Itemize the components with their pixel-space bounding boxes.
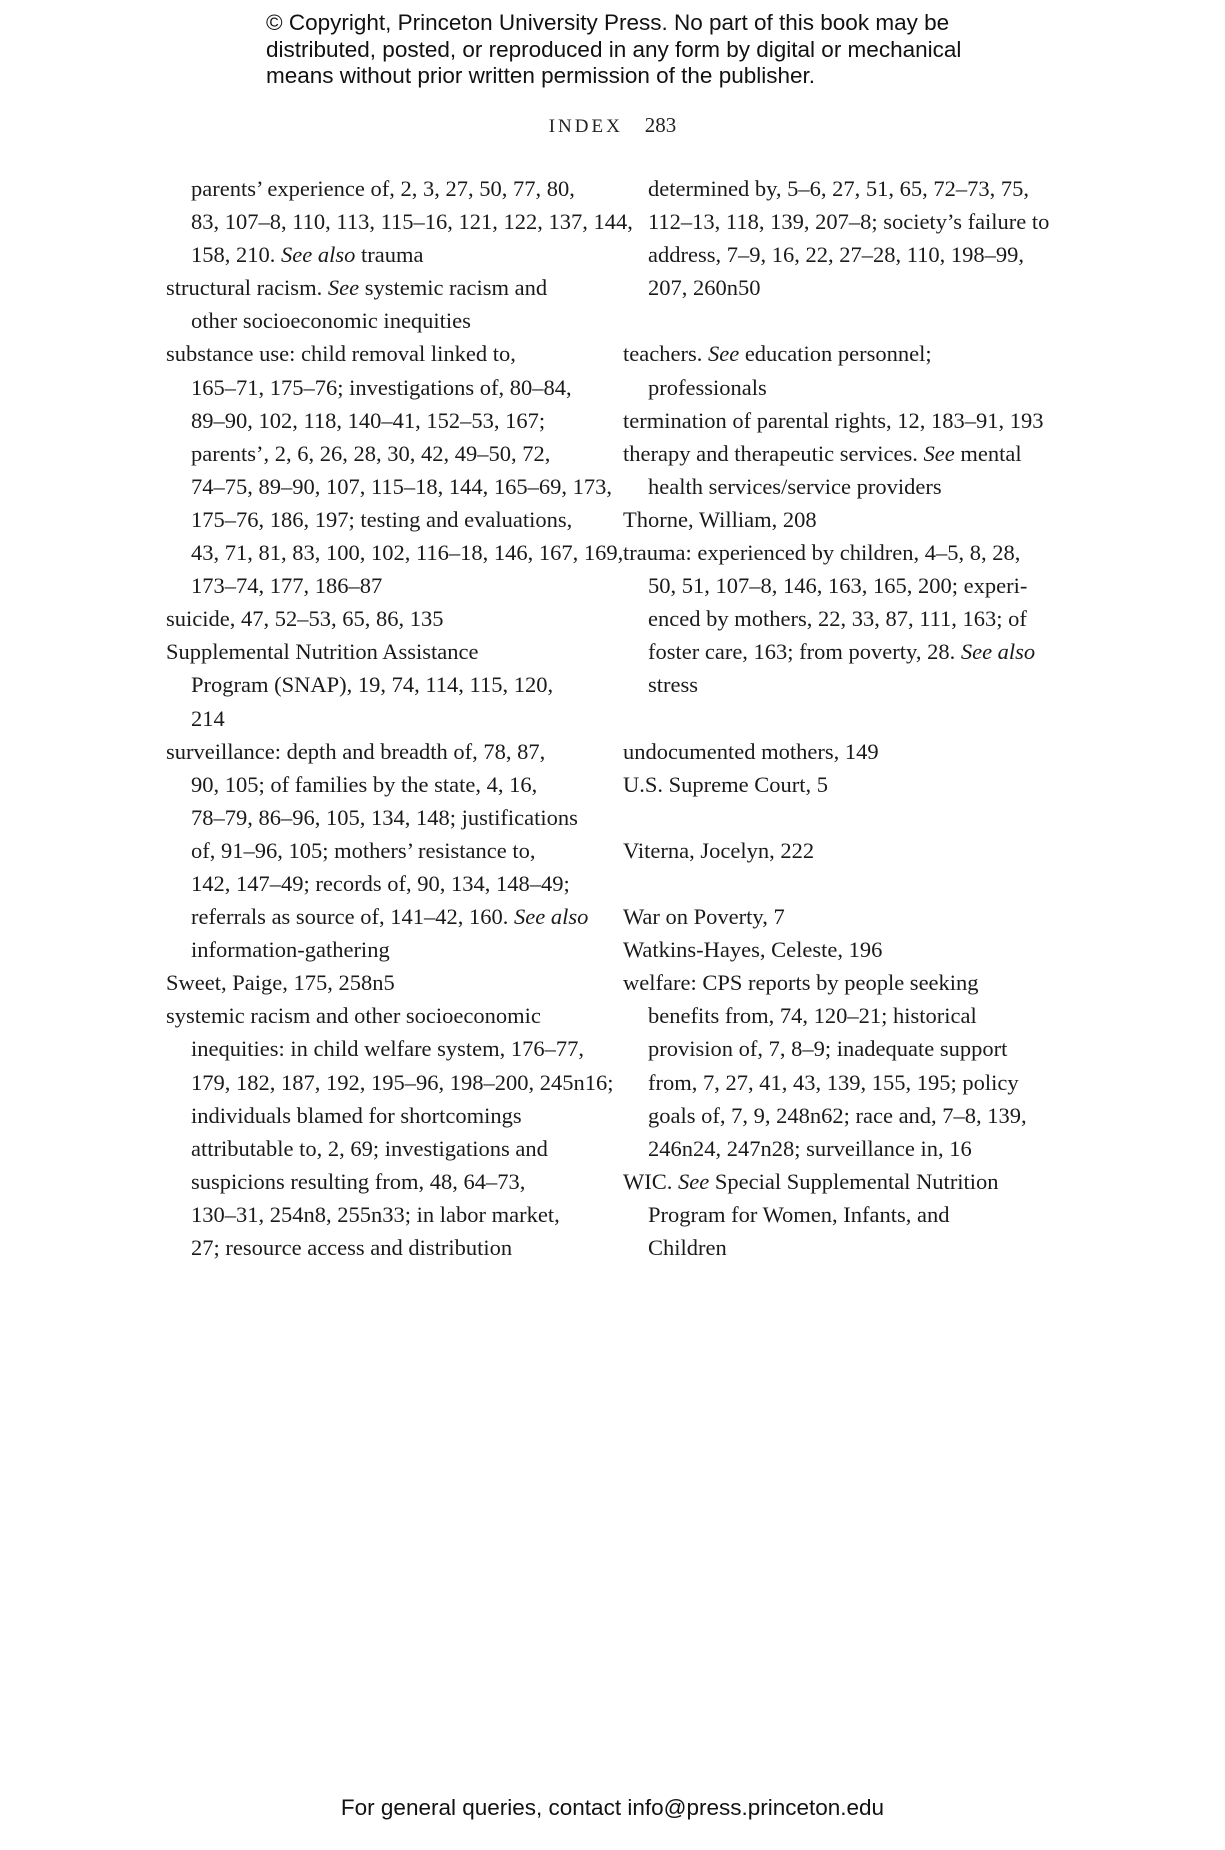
index-entry xyxy=(166,271,586,337)
index-entry-line: War on Poverty, 7 xyxy=(623,904,785,930)
index-entry xyxy=(166,735,589,967)
index-entry xyxy=(623,768,1043,801)
index-entry-line: parents’ experience of, 2, 3, 27, 50, 77, 80, xyxy=(191,176,575,201)
index-entry-line: 175–76, 186, 197; testing and evaluations, xyxy=(191,506,573,532)
index-entry-line: termination of parental rights, 12, 183–91, 193 xyxy=(623,407,1044,433)
index-entry-line: 112–13, 118, 139, 207–8; society’s failure to xyxy=(648,209,1050,235)
index-entry-line: referrals as source of, 141–42, 160. See also xyxy=(191,904,589,930)
index-entry-line: 173–74, 177, 186–87 xyxy=(191,573,383,599)
letter-group-gap xyxy=(623,801,1043,834)
index-entry-continued xyxy=(166,172,633,271)
index-entry-line: benefits from, 74, 120–21; historical xyxy=(648,1003,977,1029)
running-head xyxy=(0,113,1225,138)
index-entry-line: attributable to, 2, 69; investigations and xyxy=(191,1135,548,1161)
letter-group-gap xyxy=(623,702,1043,735)
index-entry xyxy=(623,503,1043,536)
index-entry-line: 27; resource access and distribution xyxy=(191,1235,513,1260)
index-entry-line: 165–71, 175–76; investigations of, 80–84, xyxy=(191,374,572,400)
index-entry-line: of, 91–96, 105; mothers’ resistance to, xyxy=(191,837,536,863)
index-entry-line: suicide, 47, 52–53, 65, 86, 135 xyxy=(166,606,444,632)
index-entry-line: 246n24, 247n28; surveillance in, 16 xyxy=(648,1135,972,1161)
index-entry xyxy=(623,1165,1043,1264)
index-entry-line: suspicions resulting from, 48, 64–73, xyxy=(191,1168,526,1194)
index-entry-line: Program (SNAP), 19, 74, 114, 115, 120, xyxy=(191,672,554,698)
index-entry xyxy=(623,933,1043,966)
index-entry-line: 142, 147–49; records of, 90, 134, 148–49; xyxy=(191,870,570,896)
index-entry-line: 90, 105; of families by the state, 4, 16, xyxy=(191,771,538,797)
index-entry xyxy=(623,404,1043,437)
index-entry xyxy=(623,536,1043,701)
index-entry-line: address, 7–9, 16, 22, 27–28, 110, 198–99, xyxy=(648,242,1025,268)
index-entry-line: 78–79, 86–96, 105, 134, 148; justifications xyxy=(191,804,578,830)
index-entry-line: inequities: in child welfare system, 176–77, xyxy=(191,1036,585,1062)
index-entry-line: 158, 210. See also trauma xyxy=(191,242,424,268)
index-entry-line: surveillance: depth and breadth of, 78, 87, xyxy=(166,738,546,764)
copyright-notice xyxy=(266,10,1026,90)
index-entry-line: goals of, 7, 9, 248n62; race and, 7–8, 139, xyxy=(648,1102,1027,1128)
index-entry-line: substance use: child removal linked to, xyxy=(166,341,516,367)
index-entry-line: Thorne, William, 208 xyxy=(623,506,817,532)
index-entry-line: Viterna, Jocelyn, 222 xyxy=(623,837,815,863)
index-entry xyxy=(166,602,586,635)
index-entry-line: 179, 182, 187, 192, 195–96, 198–200, 245n16; xyxy=(191,1069,614,1095)
index-entry xyxy=(623,437,1043,503)
index-entry-line: Program for Women, Infants, and xyxy=(648,1201,950,1227)
index-entry-line: Watkins-Hayes, Celeste, 196 xyxy=(623,937,883,963)
copyright-line: distributed, posted, or reproduced in any form by digital or mechanical xyxy=(266,36,962,62)
index-entry xyxy=(623,337,1043,403)
index-entry-line: information-gathering xyxy=(191,937,390,963)
index-entry xyxy=(623,966,1043,1165)
copyright-line: © Copyright, Princeton University Press. No part of this book may be xyxy=(266,10,950,35)
index-entry-line: structural racism. See systemic racism and xyxy=(166,275,548,301)
index-entry-line: 50, 51, 107–8, 146, 163, 165, 200; experi- xyxy=(648,573,1028,599)
index-entry-line: welfare: CPS reports by people seeking xyxy=(623,970,979,996)
index-entry-line: systemic racism and other socioeconomic xyxy=(166,1003,541,1029)
index-entry xyxy=(166,635,586,734)
index-entry-line: provision of, 7, 8–9; inadequate support xyxy=(648,1036,1008,1062)
index-entry-line: teachers. See education personnel; xyxy=(623,341,932,367)
index-entry-continued xyxy=(623,172,1050,304)
index-entry xyxy=(166,999,614,1264)
index-entry xyxy=(623,900,1043,933)
index-entry-line: 130–31, 254n8, 255n33; in labor market, xyxy=(191,1201,560,1227)
running-title: INDEX xyxy=(548,116,623,137)
index-entry-line: Children xyxy=(648,1235,727,1260)
index-entry xyxy=(166,337,624,602)
copyright-line: means without prior written permission of the publisher. xyxy=(266,63,816,88)
index-entry xyxy=(623,834,1043,867)
index-entry-line: individuals blamed for shortcomings xyxy=(191,1102,522,1128)
index-entry-line: therapy and therapeutic services. See mental xyxy=(623,440,1022,466)
index-entry-line: stress xyxy=(648,672,698,698)
footer-contact: For general queries, contact info@press.princeton.edu xyxy=(340,1795,885,1820)
index-entry-line: Supplemental Nutrition Assistance xyxy=(166,639,479,665)
index-entry-line: WIC. See Special Supplemental Nutrition xyxy=(623,1168,999,1194)
index-entry-line: 83, 107–8, 110, 113, 115–16, 121, 122, 137, 144, xyxy=(191,209,633,235)
index-entry-line: 214 xyxy=(191,705,225,731)
index-entry-line: 74–75, 89–90, 107, 115–18, 144, 165–69, 173, xyxy=(191,473,613,499)
index-entry-line: from, 7, 27, 41, 43, 139, 155, 195; policy xyxy=(648,1069,1019,1095)
index-entry-line: undocumented mothers, 149 xyxy=(623,738,879,764)
index-entry-line: trauma: experienced by children, 4–5, 8, 28, xyxy=(623,540,1021,566)
index-entry-line: professionals xyxy=(648,374,767,400)
index-entry-line: other socioeconomic inequities xyxy=(191,308,471,334)
page-number: 283 xyxy=(644,113,677,137)
index-entry-line: health services/service providers xyxy=(648,473,942,499)
index-entry-line: 207, 260n50 xyxy=(648,275,761,301)
index-entry-line: 43, 71, 81, 83, 100, 102, 116–18, 146, 167, 169, xyxy=(191,540,624,566)
index-column-right xyxy=(623,172,1050,1264)
letter-group-gap xyxy=(623,867,1043,900)
index-entry-line: parents’, 2, 6, 26, 28, 30, 42, 49–50, 72, xyxy=(191,440,551,466)
index-entry-line: U.S. Supreme Court, 5 xyxy=(623,771,828,797)
index-entry-line: determined by, 5–6, 27, 51, 65, 72–73, 75, xyxy=(648,176,1029,201)
index-entry-line: enced by mothers, 22, 33, 87, 111, 163; of xyxy=(648,606,1027,632)
letter-group-gap xyxy=(623,304,1043,337)
index-entry-line: foster care, 163; from poverty, 28. See also xyxy=(648,639,1036,665)
index-entry xyxy=(166,966,586,999)
index-entry-line: 89–90, 102, 118, 140–41, 152–53, 167; xyxy=(191,407,546,433)
index-entry xyxy=(623,735,1043,768)
index-column-left xyxy=(166,172,633,1264)
index-entry-line: Sweet, Paige, 175, 258n5 xyxy=(166,970,395,996)
